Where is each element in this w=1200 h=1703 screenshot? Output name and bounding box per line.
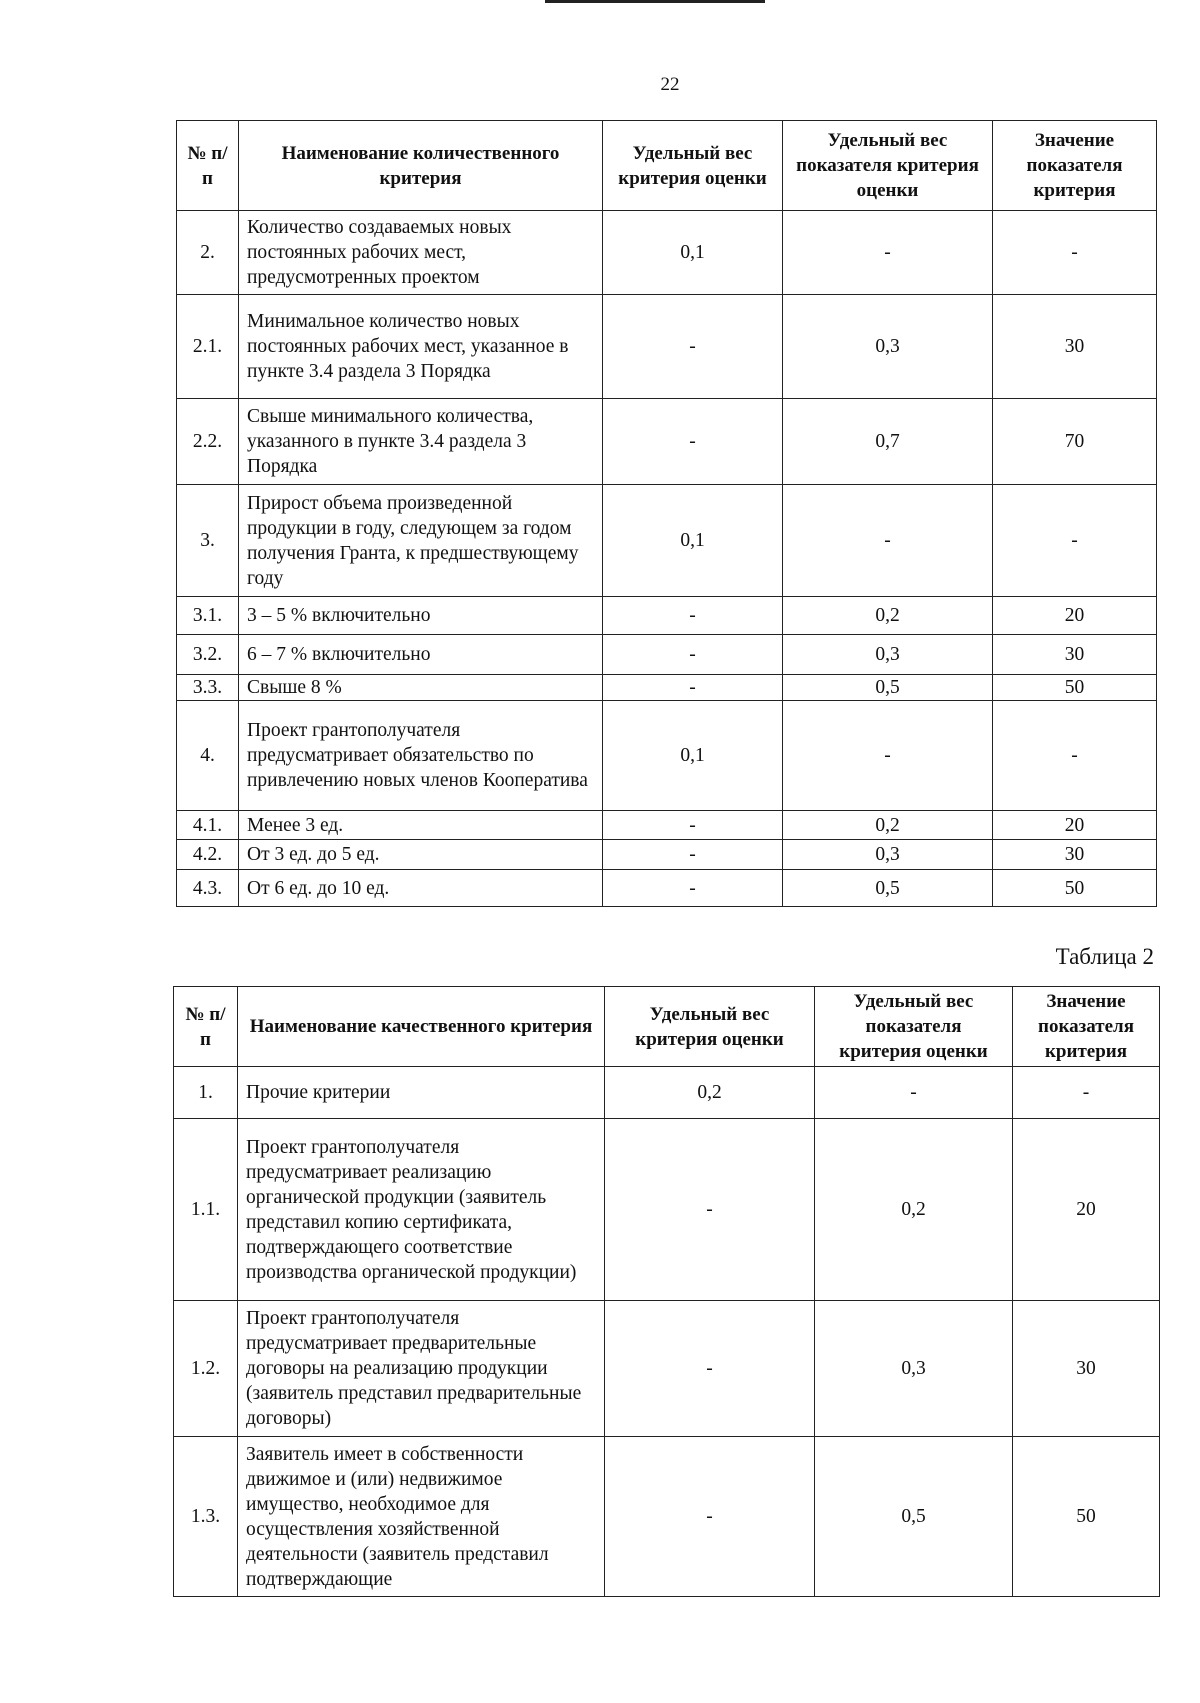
- table-header-row: [174, 987, 1160, 1067]
- row-name: 3 – 5 % включительно: [239, 597, 603, 635]
- row-indicator-weight: 0,3: [783, 840, 993, 870]
- table-2-title: Таблица 2: [1055, 944, 1154, 969]
- row-weight: -: [603, 811, 783, 840]
- row-indicator-weight: 0,3: [783, 295, 993, 399]
- row-weight: -: [603, 870, 783, 907]
- row-indicator-weight: -: [783, 485, 993, 597]
- row-indicator-weight: 0,5: [783, 870, 993, 907]
- header-indicator-weight: Удельный вес показателя критерия оценки: [783, 121, 993, 211]
- row-value: 50: [993, 870, 1157, 907]
- table-row: [177, 811, 1157, 840]
- table-row: [177, 675, 1157, 701]
- row-name: 6 – 7 % включительно: [239, 635, 603, 675]
- row-weight: -: [603, 635, 783, 675]
- row-weight: 0,2: [605, 1067, 815, 1119]
- row-weight: -: [603, 597, 783, 635]
- table-row: [177, 399, 1157, 485]
- row-value: -: [993, 485, 1157, 597]
- table-row: [177, 635, 1157, 675]
- row-weight: -: [603, 399, 783, 485]
- row-num: 3.: [177, 485, 239, 597]
- table-row: [177, 295, 1157, 399]
- header-value: Значение показателя критерия: [993, 121, 1157, 211]
- row-weight: -: [605, 1301, 815, 1437]
- row-weight: -: [603, 675, 783, 701]
- row-value: 30: [993, 635, 1157, 675]
- row-value: 50: [1013, 1437, 1160, 1597]
- table-row: [177, 211, 1157, 295]
- row-num: 1.1.: [174, 1119, 238, 1301]
- row-num: 2.1.: [177, 295, 239, 399]
- row-value: -: [1013, 1067, 1160, 1119]
- row-indicator-weight: 0,3: [815, 1301, 1013, 1437]
- table-row: [174, 1119, 1160, 1301]
- header-name: Наименование количественного критерия: [239, 121, 603, 211]
- row-name: Свыше 8 %: [239, 675, 603, 701]
- row-indicator-weight: 0,5: [815, 1437, 1013, 1597]
- row-weight: -: [605, 1437, 815, 1597]
- row-indicator-weight: -: [783, 701, 993, 811]
- table-row: [177, 870, 1157, 907]
- table-header-row: [177, 121, 1157, 211]
- row-num: 3.1.: [177, 597, 239, 635]
- row-name: Проект грантополучателя предусматривает обязательство по привлечению новых членов Кооператива: [239, 701, 603, 811]
- top-rule: [545, 0, 765, 3]
- row-indicator-weight: 0,5: [783, 675, 993, 701]
- row-name: От 6 ед. до 10 ед.: [239, 870, 603, 907]
- row-value: 20: [1013, 1119, 1160, 1301]
- row-weight: 0,1: [603, 485, 783, 597]
- row-num: 2.2.: [177, 399, 239, 485]
- row-name: Прирост объема произведенной продукции в году, следующем за годом получения Гранта, к предшествующему году: [239, 485, 603, 597]
- row-name: Свыше минимального количества, указанного в пункте 3.4 раздела 3 Порядка: [239, 399, 603, 485]
- row-indicator-weight: 0,7: [783, 399, 993, 485]
- row-weight: 0,1: [603, 211, 783, 295]
- header-value: Значение показателя критерия: [1013, 987, 1160, 1067]
- row-num: 4.: [177, 701, 239, 811]
- row-name: Минимальное количество новых постоянных рабочих мест, указанное в пункте 3.4 раздела 3 Порядка: [239, 295, 603, 399]
- row-indicator-weight: -: [783, 211, 993, 295]
- row-value: -: [993, 701, 1157, 811]
- table-row: [174, 1067, 1160, 1119]
- row-num: 3.2.: [177, 635, 239, 675]
- row-name: Проект грантополучателя предусматривает реализацию органической продукции (заявитель представил копию сертификата, подтверждающего соответствие производства органической продукции): [238, 1119, 605, 1301]
- header-num: № п/п: [174, 987, 238, 1067]
- row-num: 1.: [174, 1067, 238, 1119]
- header-indicator-weight: Удельный вес показателя критерия оценки: [815, 987, 1013, 1067]
- row-weight: -: [603, 295, 783, 399]
- row-num: 3.3.: [177, 675, 239, 701]
- row-name: Проект грантополучателя предусматривает предварительные договоры на реализацию продукции (заявитель представил предварительные договоры): [238, 1301, 605, 1437]
- row-weight: 0,1: [603, 701, 783, 811]
- qualitative-criteria-table: [173, 986, 1160, 1597]
- header-num: № п/п: [177, 121, 239, 211]
- row-num: 4.1.: [177, 811, 239, 840]
- row-name: От 3 ед. до 5 ед.: [239, 840, 603, 870]
- header-name: Наименование качественного критерия: [238, 987, 605, 1067]
- row-value: 20: [993, 597, 1157, 635]
- row-name: Менее 3 ед.: [239, 811, 603, 840]
- row-name: Количество создаваемых новых постоянных рабочих мест, предусмотренных проектом: [239, 211, 603, 295]
- row-value: 30: [993, 295, 1157, 399]
- row-value: 70: [993, 399, 1157, 485]
- table-row: [177, 485, 1157, 597]
- row-weight: -: [605, 1119, 815, 1301]
- header-weight: Удельный вес критерия оценки: [605, 987, 815, 1067]
- row-indicator-weight: 0,2: [815, 1119, 1013, 1301]
- row-name: Заявитель имеет в собственности движимое и (или) недвижимое имущество, необходимое для осуществления хозяйственной деятельности (заявитель представил подтверждающие: [238, 1437, 605, 1597]
- row-indicator-weight: 0,2: [783, 597, 993, 635]
- table-row: [174, 1301, 1160, 1437]
- row-weight: -: [603, 840, 783, 870]
- row-name: Прочие критерии: [238, 1067, 605, 1119]
- row-indicator-weight: 0,3: [783, 635, 993, 675]
- row-indicator-weight: -: [815, 1067, 1013, 1119]
- table-row: [177, 597, 1157, 635]
- row-value: 50: [993, 675, 1157, 701]
- row-num: 4.2.: [177, 840, 239, 870]
- row-value: 30: [1013, 1301, 1160, 1437]
- header-weight: Удельный вес критерия оценки: [603, 121, 783, 211]
- row-num: 1.2.: [174, 1301, 238, 1437]
- table-row: [177, 701, 1157, 811]
- page-number: 22: [660, 74, 680, 95]
- row-value: -: [993, 211, 1157, 295]
- row-value: 20: [993, 811, 1157, 840]
- table-row: [174, 1437, 1160, 1597]
- row-num: 2.: [177, 211, 239, 295]
- quantitative-criteria-table: [176, 120, 1157, 907]
- row-indicator-weight: 0,2: [783, 811, 993, 840]
- row-value: 30: [993, 840, 1157, 870]
- row-num: 4.3.: [177, 870, 239, 907]
- table-row: [177, 840, 1157, 870]
- row-num: 1.3.: [174, 1437, 238, 1597]
